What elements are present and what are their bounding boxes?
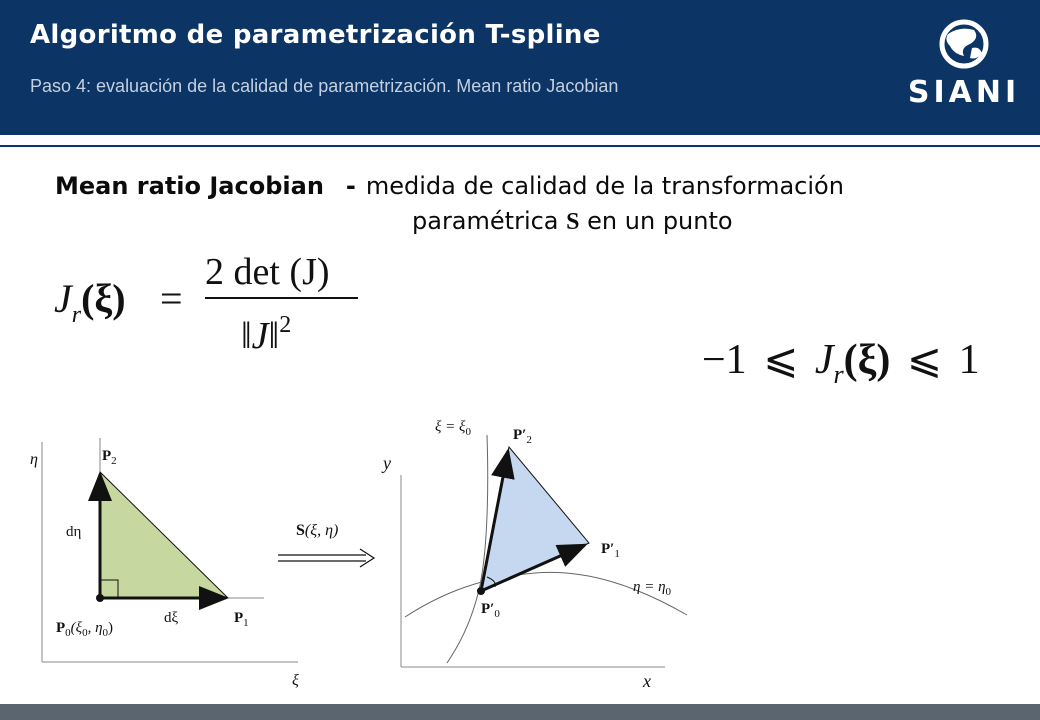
curve-xi-const — [447, 435, 488, 663]
bound-J: J — [814, 337, 834, 383]
svg-text:P′1 — [601, 541, 620, 560]
label-p2-prime-sub: 2 — [526, 434, 532, 446]
label-p0-args-sub: 0 — [82, 627, 88, 639]
header-divider — [0, 145, 1040, 147]
mapping-args: (ξ, η) — [304, 522, 339, 539]
label-p1: P — [234, 610, 244, 626]
svg-text:P0(ξ0, η0) — [56, 620, 113, 639]
formula-numerator: 2 det (J) — [205, 251, 330, 293]
label-p0-close: ) — [108, 620, 114, 636]
axis-x-label: x — [643, 671, 651, 691]
physical-space-figure — [375, 405, 705, 700]
label-curve-eta: η = η — [633, 579, 666, 595]
formula-denominator: ‖J‖ — [241, 315, 280, 357]
intro-line-1 — [55, 170, 844, 202]
label-p2-prime: P′ — [513, 427, 527, 443]
intro-term: Mean ratio Jacobian — [55, 172, 324, 200]
intro-line-2 — [412, 205, 733, 238]
double-arrow-icon — [278, 549, 374, 567]
formula-exponent: 2 — [279, 312, 292, 338]
bound-leq-1: ⩽ — [763, 337, 799, 383]
formula-sub: r — [71, 302, 82, 328]
intro-symbol: S — [566, 209, 580, 235]
svg-text:Jr(ξ) — [54, 276, 126, 328]
svg-text:P2 — [102, 448, 117, 467]
label-curve-xi-sub: 0 — [465, 426, 471, 438]
mapped-triangle — [481, 447, 589, 591]
label-d-xi: dξ — [164, 610, 179, 626]
label-curve-eta-sub: 0 — [665, 586, 672, 598]
svg-text:S(ξ, η) — [296, 522, 338, 539]
label-p1-prime: P′ — [601, 541, 615, 557]
svg-text:P′2 — [513, 427, 532, 446]
axis-eta-label: η — [30, 451, 38, 468]
logo-text: SIANI — [908, 75, 1020, 108]
bound-sub: r — [833, 360, 844, 385]
header-bar — [0, 0, 1040, 135]
bound-leq-2: ⩽ — [906, 337, 943, 383]
slide-subtitle: Paso 4: evaluación de la calidad de parametrización. Mean ratio Jacobian — [30, 76, 619, 96]
label-p1-sub: 1 — [243, 617, 249, 629]
intro-line2-after: en un punto — [587, 207, 733, 235]
label-d-eta: dη — [66, 524, 82, 540]
formula-J: J — [54, 276, 72, 321]
label-p0-sub: 0 — [65, 627, 71, 639]
mapping-S: S — [296, 522, 305, 539]
label-p0-args: (ξ — [70, 620, 83, 636]
formula-arg: (ξ) — [81, 276, 126, 321]
svg-text:P1 — [234, 610, 249, 629]
label-p0-prime-sub: 0 — [494, 608, 500, 620]
svg-text:η = η0 — [633, 579, 672, 598]
bound-lower: −1 — [702, 337, 747, 383]
bounds-formula — [700, 325, 1000, 385]
siani-logo — [908, 18, 1020, 108]
triangle-element — [100, 472, 228, 598]
slide-title: Algoritmo de parametrización T-spline — [30, 20, 601, 50]
label-p2-sub: 2 — [111, 455, 117, 467]
formula-equals: = — [160, 276, 183, 321]
svg-text:ξ = ξ0 — [435, 419, 471, 438]
intro-line1-text: medida de calidad de la transformación — [365, 172, 844, 200]
label-p0-args2: , η — [87, 620, 103, 636]
axis-xi-label: ξ — [292, 672, 299, 689]
bound-arg: (ξ) — [843, 337, 891, 383]
point-p0 — [96, 594, 104, 602]
point-p0-prime — [477, 587, 485, 595]
label-p0-prime: P′ — [481, 601, 495, 617]
label-p0-args2-sub: 0 — [102, 627, 109, 639]
label-p2: P — [102, 448, 112, 464]
intro-dash: - — [345, 172, 356, 200]
intro-line2-before: paramétrica — [412, 207, 559, 235]
axis-y-label: y — [383, 453, 391, 473]
mean-ratio-formula — [48, 250, 378, 360]
mapping-arrow — [270, 515, 380, 575]
svg-text:P′0 — [481, 601, 500, 620]
footer-bar — [0, 704, 1040, 720]
label-p0: P — [56, 620, 66, 636]
label-curve-xi: ξ = ξ — [435, 419, 466, 435]
bound-upper: 1 — [958, 337, 980, 383]
svg-text:−1 ⩽ Jr(ξ) ⩽ 1 — [702, 337, 980, 385]
svg-text:‖J‖2 — [241, 312, 291, 357]
globe-icon — [942, 22, 986, 66]
label-p1-prime-sub: 1 — [614, 548, 620, 560]
